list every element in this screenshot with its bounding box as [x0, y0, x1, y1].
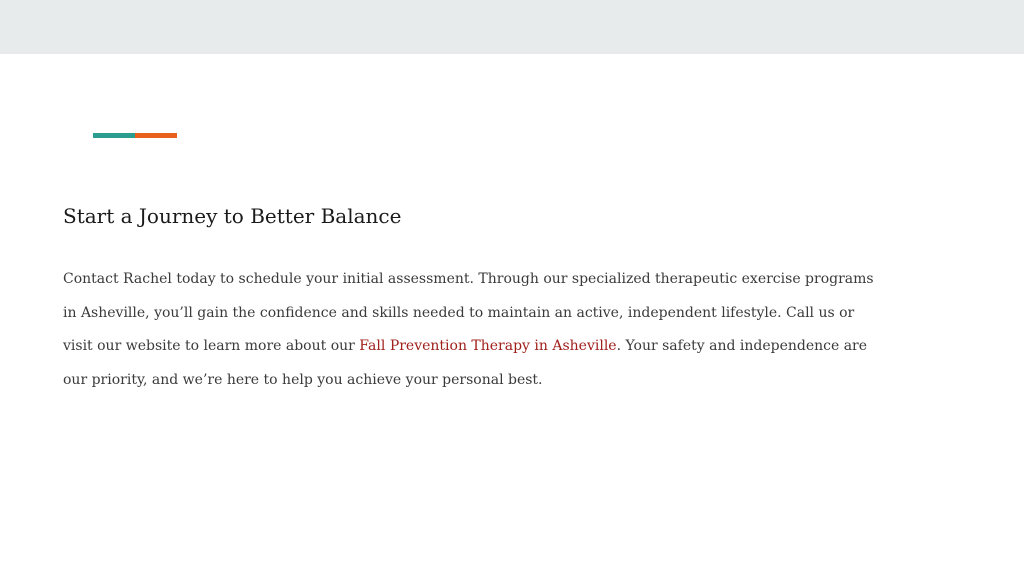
accent-divider	[93, 133, 177, 138]
paragraph-line-3	[63, 330, 868, 364]
body-paragraph	[63, 263, 874, 397]
paragraph-line-1: Contact Rachel today to schedule your initial assessment. Through our specialized therapeutic exercise programs	[63, 271, 874, 287]
paragraph-line-4: our priority, and we’re here to help you achieve your personal best.	[63, 371, 543, 388]
paragraph-line-3-end: . Your safety and independence are	[616, 338, 868, 354]
paragraph-line-3-start: visit our website to learn more about our	[63, 338, 360, 354]
fall-prevention-therapy-link[interactable]: Fall Prevention Therapy in Asheville	[359, 338, 617, 354]
paragraph-line-2: in Asheville, you’ll gain the confidence and skills needed to maintain an active, independent lifestyle. Call us or	[63, 304, 855, 321]
accent-teal-segment	[93, 133, 135, 138]
section-heading: Start a Journey to Better Balance	[63, 204, 402, 228]
accent-orange-segment	[135, 133, 177, 138]
top-bar	[0, 0, 1024, 54]
